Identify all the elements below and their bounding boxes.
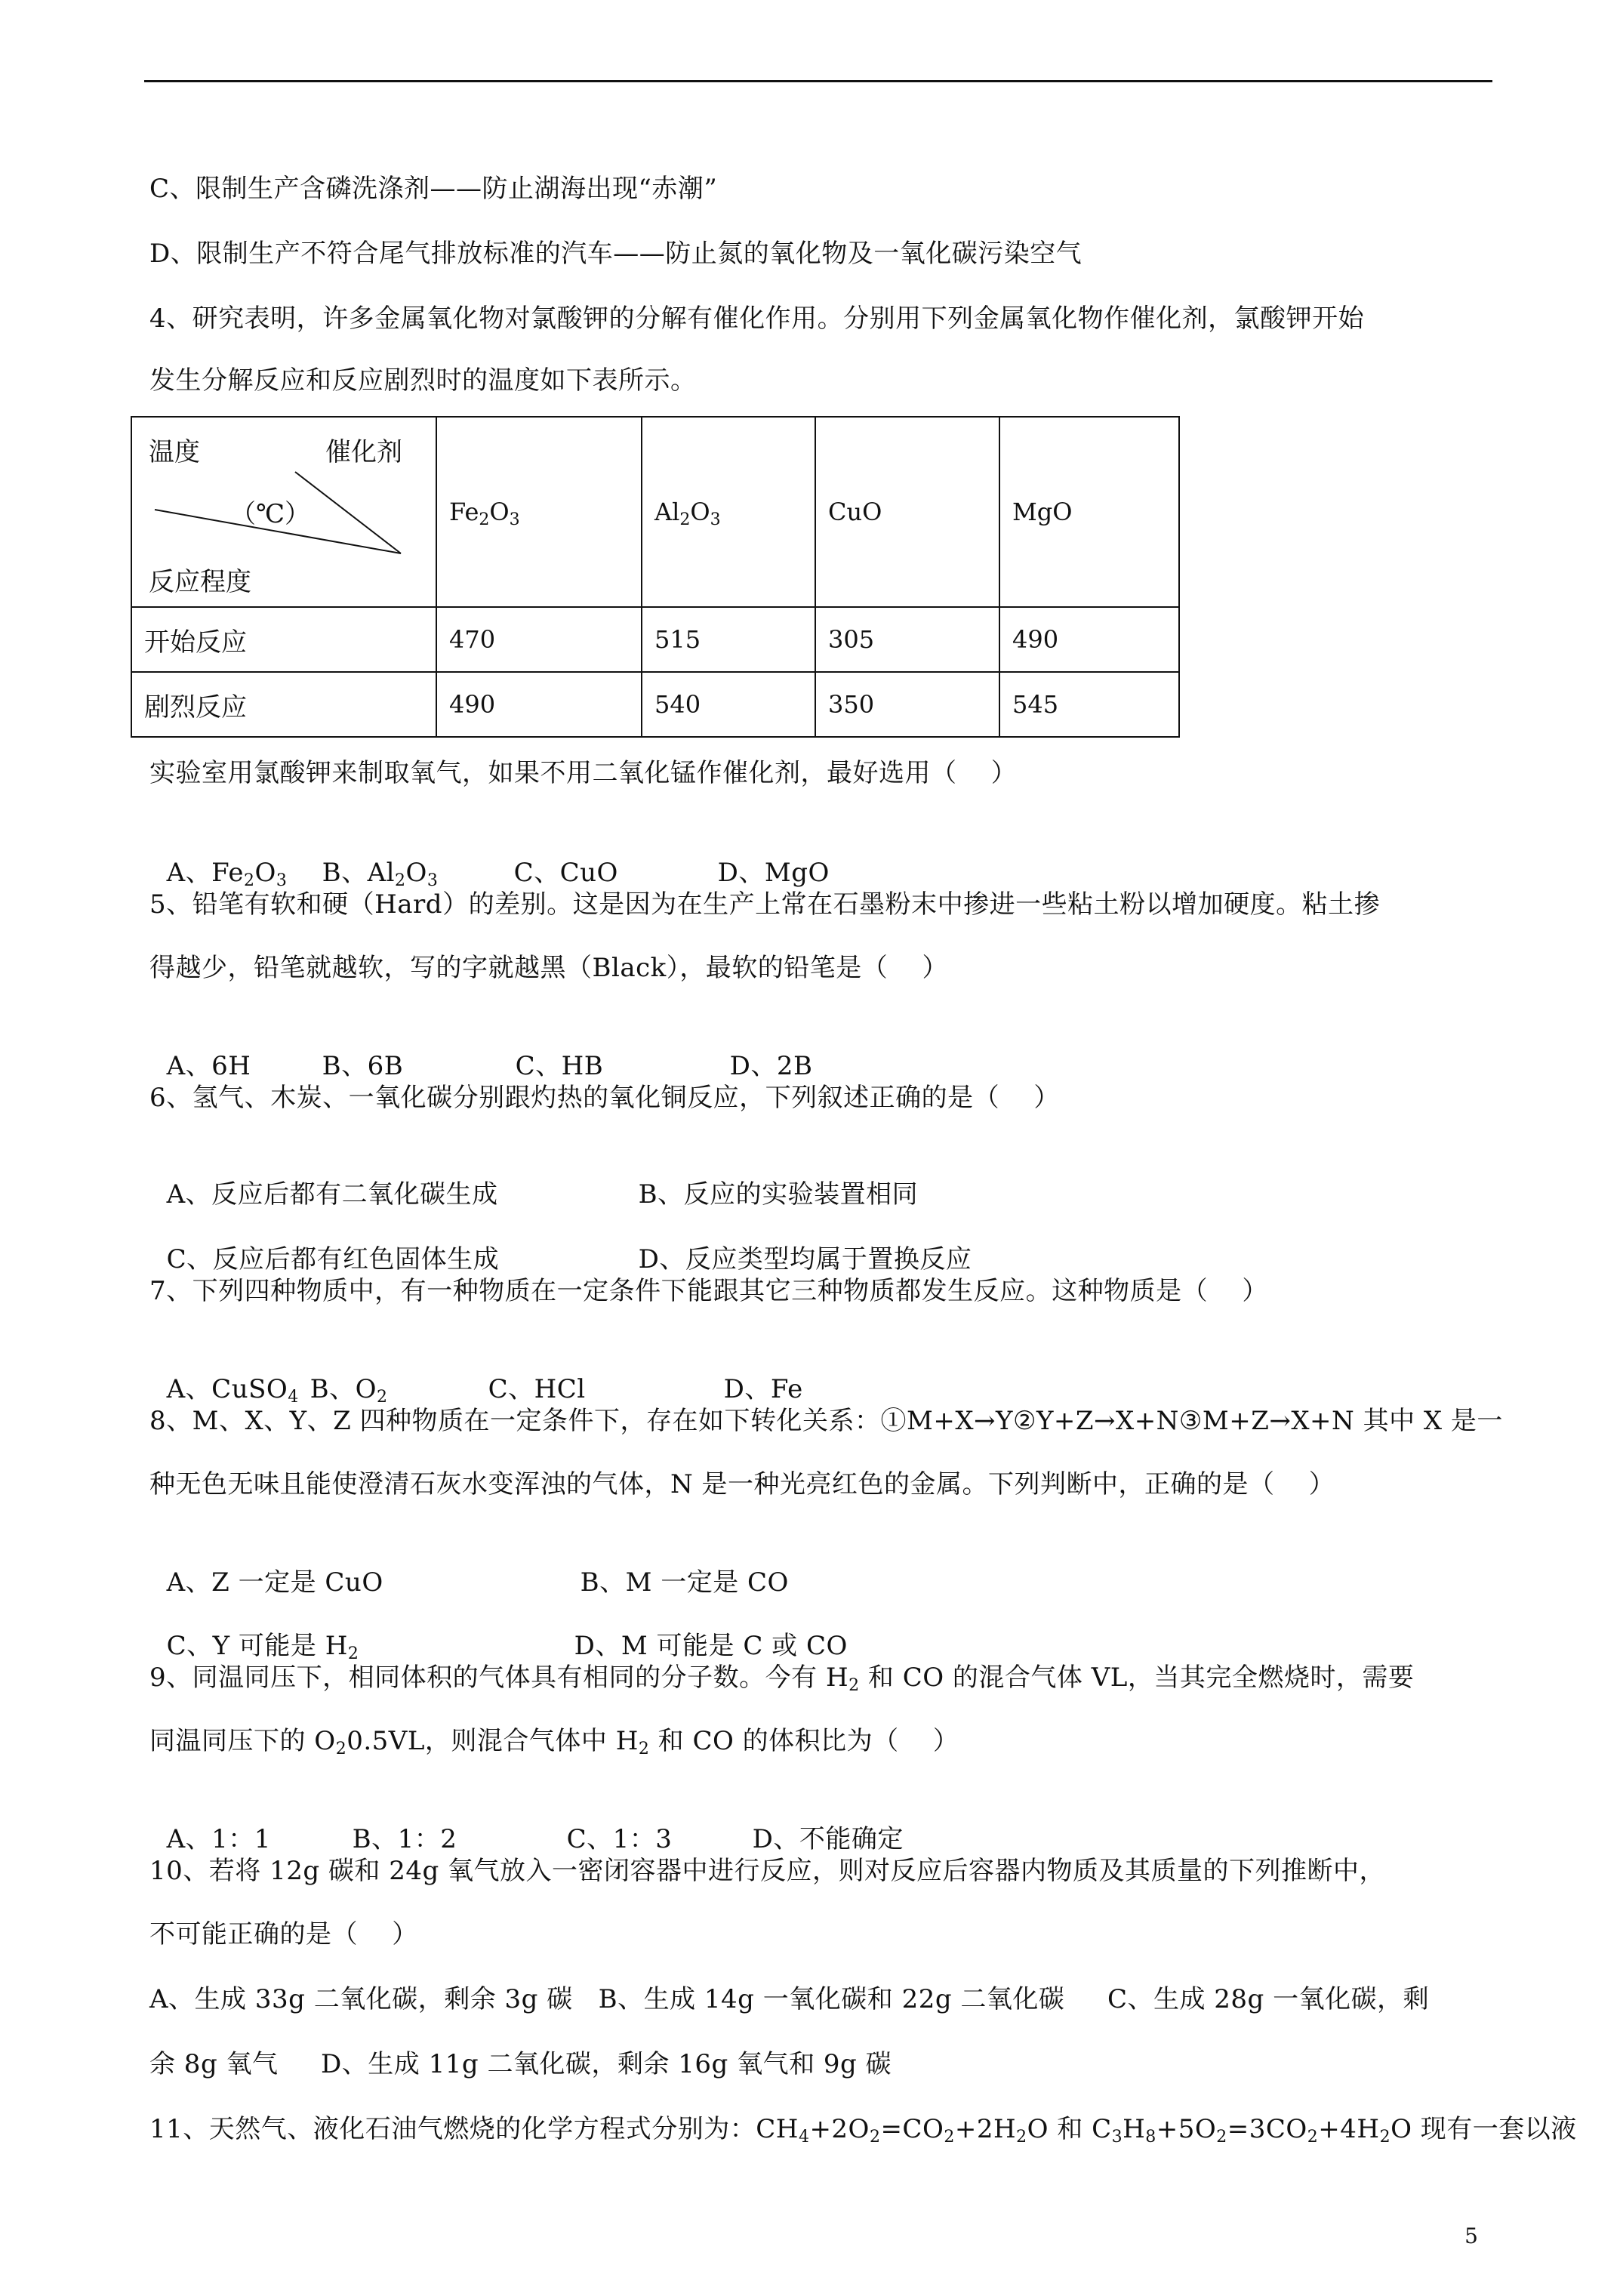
page-number: 5	[1464, 2224, 1478, 2248]
q9-stem-1: 9、同温同压下，相同体积的气体具有相同的分子数。今有 $H_2$ 和 CO 的混合气体 VL，当其完全燃烧时，需要	[149, 1663, 1415, 1695]
q9-option-a: A、1：1	[166, 1824, 271, 1854]
table-cell: 470	[436, 607, 642, 672]
q4-stem-1: 4、研究表明，许多金属氧化物对氯酸钾的分解有催化作用。分别用下列金属氧化物作催化剂，氯酸钾开始	[149, 304, 1365, 334]
table-cell: 350	[815, 672, 999, 737]
q7-option-d: D、Fe	[723, 1374, 803, 1404]
q7-option-b: B、$O_2$	[310, 1374, 388, 1407]
table-cell: 305	[815, 607, 999, 672]
q7-stem: 7、下列四种物质中，有一种物质在一定条件下能跟其它三种物质都发生反应。这种物质是（ ）	[149, 1276, 1268, 1306]
table-row	[131, 672, 1179, 737]
q8-stem-1: 8、M、X、Y、Z 四种物质在一定条件下，存在如下转化关系：①M+X→Y②Y+Z→X+N③M+Z→X+N 其中 X 是一	[149, 1406, 1503, 1436]
header-unit: （℃）	[230, 499, 311, 529]
q11-stem: 11、天然气、液化石油气燃烧的化学方程式分别为：$CH_4+2O_2=CO_2+2H_2O$ 和 $C_3H_8+5O_2=3CO_2+4H_2O$ 现有一套以液	[149, 2114, 1577, 2147]
q10-options-2: 余 8g 氧气 D、生成 11g 二氧化碳，剩余 16g 氧气和 9g 碳	[149, 2049, 892, 2079]
q4-option-a: A、$Fe_2O_3$	[166, 858, 288, 890]
q5-option-a: A、6H	[166, 1051, 251, 1081]
table-cell: 490	[436, 672, 642, 737]
q8-option-a: A、Z 一定是 CuO	[166, 1567, 383, 1598]
q5-options	[149, 1016, 813, 1083]
q8-stem-2: 种无色无味且能使澄清石灰水变浑浊的气体，N 是一种光亮红色的金属。下列判断中，正确的是（ ）	[149, 1469, 1335, 1499]
q8-options-row1	[149, 1533, 789, 1599]
table-cell: 545	[999, 672, 1179, 737]
q6-option-b: B、反应的实验装置相同	[638, 1179, 919, 1210]
q4-option-d: D、MgO	[717, 858, 830, 888]
q10-stem-2: 不可能正确的是（ ）	[149, 1919, 418, 1949]
q7-option-c: C、HCl	[488, 1374, 586, 1404]
table-header-diagonal-cell	[131, 417, 436, 607]
diagonal-lines	[132, 418, 436, 606]
header-rule	[144, 80, 1492, 82]
q4-options	[149, 823, 830, 889]
q8-option-d: D、M 可能是 C 或 CO	[574, 1631, 848, 1661]
q6-options-row2	[149, 1210, 972, 1276]
table-col-al2o3: $Al_2O_3$	[642, 417, 815, 607]
q5-option-c: C、HB	[515, 1051, 604, 1081]
q9-option-c: C、1：3	[566, 1824, 673, 1854]
q8-options-row2	[149, 1596, 848, 1663]
q4-option-b: B、$Al_2O_3$	[322, 858, 439, 890]
table-col-fe2o3: $Fe_2O_3$	[436, 417, 642, 607]
q6-option-c: C、反应后都有红色固体生成	[166, 1244, 500, 1274]
table-cell: 515	[642, 607, 815, 672]
q4-option-c: C、CuO	[513, 858, 618, 888]
q6-option-a: A、反应后都有二氧化碳生成	[166, 1179, 498, 1210]
q7-options	[149, 1339, 803, 1406]
q8-option-b: B、M 一定是 CO	[580, 1567, 789, 1598]
header-catalyst: 催化剂	[325, 437, 402, 467]
table-row	[131, 607, 1179, 672]
table-col-cuo: CuO	[815, 417, 999, 607]
header-temp: 温度	[149, 437, 200, 467]
q6-option-d: D、反应类型均属于置换反应	[638, 1244, 972, 1274]
q5-option-d: D、2B	[729, 1051, 813, 1081]
q8-option-c: C、Y 可能是 $H_2$	[166, 1631, 359, 1663]
row-label-violent: 剧烈反应	[131, 672, 436, 737]
table-cell: 540	[642, 672, 815, 737]
q9-options	[149, 1789, 904, 1856]
q5-stem-2: 得越少，铅笔就越软，写的字就越黑（Black），最软的铅笔是（ ）	[149, 953, 949, 983]
header-degree: 反应程度	[149, 567, 251, 597]
q4-stem-2: 发生分解反应和反应剧烈时的温度如下表所示。	[149, 365, 697, 396]
catalyst-temperature-table	[131, 416, 1180, 738]
q5-option-b: B、6B	[322, 1051, 404, 1081]
q6-stem: 6、氢气、木炭、一氧化碳分别跟灼热的氧化铜反应，下列叙述正确的是（ ）	[149, 1083, 1060, 1113]
q4-question: 实验室用氯酸钾来制取氧气，如果不用二氧化锰作催化剂，最好选用（ ）	[149, 758, 1018, 788]
q3-option-d: D、限制生产不符合尾气排放标准的汽车——防止氮的氧化物及一氧化碳污染空气	[149, 239, 1083, 269]
q5-stem-1: 5、铅笔有软和硬（Hard）的差别。这是因为在生产上常在石墨粉末中掺进一些粘土粉以增加硬度。粘土掺	[149, 889, 1381, 920]
row-label-start: 开始反应	[131, 607, 436, 672]
table-col-mgo: MgO	[999, 417, 1179, 607]
q9-stem-2: 同温同压下的 $O_20.5VL$，则混合气体中 $H_2$ 和 CO 的体积比为（ ）	[149, 1726, 959, 1758]
q9-option-d: D、不能确定	[752, 1824, 904, 1854]
table-cell: 490	[999, 607, 1179, 672]
q6-options-row1	[149, 1145, 918, 1211]
q9-option-b: B、1：2	[352, 1824, 457, 1854]
q7-option-a: A、CuSO$_4$	[166, 1374, 299, 1407]
q10-options-1: A、生成 33g 二氧化碳，剩余 3g 碳 B、生成 14g 一氧化碳和 22g 二氧化碳 C、生成 28g 一氧化碳，剩	[149, 1984, 1430, 2014]
q10-stem-1: 10、若将 12g 碳和 24g 氧气放入一密闭容器中进行反应，则对反应后容器内物质及其质量的下列推断中，	[149, 1856, 1386, 1886]
q3-option-c: C、限制生产含磷洗涤剂——防止湖海出现“赤潮”	[149, 174, 718, 204]
